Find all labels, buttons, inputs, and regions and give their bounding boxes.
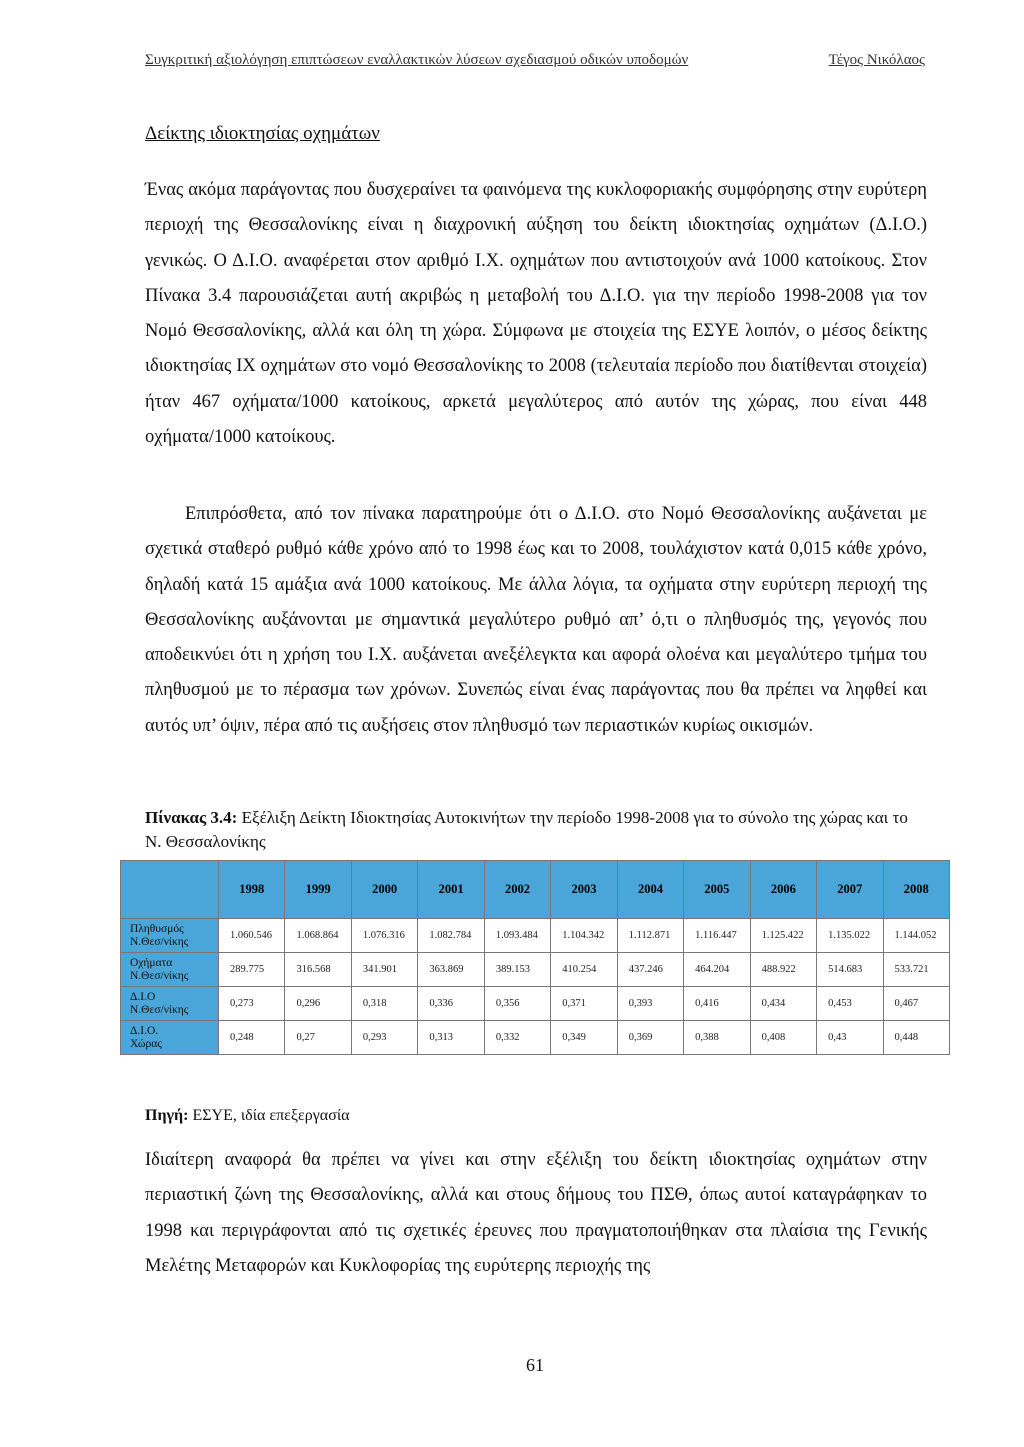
year-header: 1998 bbox=[219, 861, 285, 919]
year-header: 2001 bbox=[418, 861, 484, 919]
table-cell: 437.246 bbox=[617, 953, 683, 987]
table-cell: 0,434 bbox=[750, 987, 816, 1021]
table-cell: 1.068.864 bbox=[285, 919, 351, 953]
row-label-line1: Πληθυσμός bbox=[130, 922, 184, 935]
table-caption-text: Εξέλιξη Δείκτη Ιδιοκτησίας Αυτοκινήτων την περίοδο 1998-2008 για το σύνολο της χώρας και το Ν. Θεσσαλονίκης bbox=[145, 808, 908, 851]
table-cell: 341.901 bbox=[351, 953, 417, 987]
year-header: 2007 bbox=[817, 861, 883, 919]
running-header-title: Συγκριτική αξιολόγηση επιπτώσεων εναλλακτικών λύσεων σχεδιασμού οδικών υποδομών bbox=[145, 52, 689, 68]
table-cell: 0,43 bbox=[817, 1021, 883, 1055]
table-cell: 0,296 bbox=[285, 987, 351, 1021]
section-heading: Δείκτης ιδιοκτησίας οχημάτων bbox=[145, 123, 380, 144]
table-cell: 0,313 bbox=[418, 1021, 484, 1055]
table-cell: 533.721 bbox=[883, 953, 949, 987]
table-cell: 0,467 bbox=[883, 987, 949, 1021]
running-header bbox=[145, 52, 925, 69]
table-cell: 1.125.422 bbox=[750, 919, 816, 953]
table-cell: 316.568 bbox=[285, 953, 351, 987]
table-cell: 514.683 bbox=[817, 953, 883, 987]
row-label bbox=[121, 919, 219, 953]
row-label-line2: Χώρας bbox=[130, 1037, 162, 1050]
page-number: 61 bbox=[526, 1355, 544, 1375]
table-cell: 0,371 bbox=[551, 987, 617, 1021]
year-header: 2004 bbox=[617, 861, 683, 919]
table-cell: 464.204 bbox=[684, 953, 750, 987]
year-header: 2000 bbox=[351, 861, 417, 919]
table-cell: 1.093.484 bbox=[484, 919, 550, 953]
table-cell: 1.082.784 bbox=[418, 919, 484, 953]
table-cell: 1.060.546 bbox=[219, 919, 285, 953]
table-cell: 0,393 bbox=[617, 987, 683, 1021]
table-cell: 1.112.871 bbox=[617, 919, 683, 953]
table-header-row bbox=[121, 861, 950, 919]
table-cell: 1.076.316 bbox=[351, 919, 417, 953]
table-cell: 0,318 bbox=[351, 987, 417, 1021]
table-cell: 0,248 bbox=[219, 1021, 285, 1055]
table-cell: 0,332 bbox=[484, 1021, 550, 1055]
table-cell: 488.922 bbox=[750, 953, 816, 987]
table-caption bbox=[145, 806, 927, 854]
table-cell: 363.869 bbox=[418, 953, 484, 987]
year-header: 2003 bbox=[551, 861, 617, 919]
table-row bbox=[121, 919, 950, 953]
table-cell: 0,349 bbox=[551, 1021, 617, 1055]
year-header: 2006 bbox=[750, 861, 816, 919]
year-header: 2002 bbox=[484, 861, 550, 919]
table-cell: 0,416 bbox=[684, 987, 750, 1021]
paragraph-intro: Ένας ακόμα παράγοντας που δυσχεραίνει τα φαινόμενα της κυκλοφοριακής συμφόρησης στην ευρύτερη περιοχή της Θεσσαλονίκης είναι η διαχρονική αύξηση του δείκτη ιδιοκτησίας οχημάτων (Δ.Ι.Ο.) γενικώς. Ο Δ.Ι.Ο. αναφέρεται στον αριθμό Ι.Χ. οχημάτων που αντιστοιχούν ανά 1000 κατοίκους. Στον Πίνακα 3.4 παρουσιάζεται αυτή ακριβώς η μεταβολή του Δ.Ι.Ο. για την περίοδο 1998-2008 για τον Νομό Θεσσαλονίκης, αλλά και όλη τη χώρα. Σύμφωνα με στοιχεία της ΕΣΥΕ λοιπόν, ο μέσος δείκτης ιδιοκτησίας ΙΧ οχημάτων στο νομό Θεσσαλονίκης το 2008 (τελευταία περίοδο που διατίθενται στοιχεία) ήταν 467 οχήματα/1000 κατοίκους, αρκετά μεγαλύτερος από αυτόν της χώρας, που είναι 448 οχήματα/1000 κατοίκους. bbox=[145, 180, 927, 448]
table-cell: 0,336 bbox=[418, 987, 484, 1021]
ownership-index-table bbox=[120, 860, 950, 1055]
paragraph-trend: Επιπρόσθετα, από τον πίνακα παρατηρούμε ότι ο Δ.Ι.Ο. στο Νομό Θεσσαλονίκης αυξάνεται με σχετικά σταθερό ρυθμό κάθε χρόνο από το 1998 έως και το 2008, τουλάχιστον κατά 0,015 κάθε χρόνο, δηλαδή κατά 15 αμάξια ανά 1000 κατοίκους. Με άλλα λόγια, τα οχήματα στην ευρύτερη περιοχή της Θεσσαλονίκης αυξάνονται με σημαντικά μεγαλύτερο ρυθμό απ’ ό,τι ο πληθυσμός της, γεγονός που αποδεικνύει ότι η χρήση του Ι.Χ. αυξάνεται ανεξέλεγκτα και αφορά ολοένα και μεγαλύτερο τμήμα του πληθυσμού με το πέρασμα των χρόνων. Συνεπώς είναι ένας παράγοντας που θα πρέπει να ληφθεί και αυτός υπ’ όψιν, πέρα από τις αυξήσεις στον πληθυσμό των περιαστικών κυρίως οικισμών. bbox=[145, 504, 927, 736]
row-label bbox=[121, 1021, 219, 1055]
table-source bbox=[145, 1107, 350, 1125]
year-header: 2005 bbox=[684, 861, 750, 919]
table-cell: 0,388 bbox=[684, 1021, 750, 1055]
table-source-text: ΕΣΥΕ, ιδία επεξεργασία bbox=[188, 1107, 350, 1124]
row-label-line2: Ν.Θεσ/νίκης bbox=[130, 1003, 189, 1016]
table-cell: 1.116.447 bbox=[684, 919, 750, 953]
table-cell: 0,293 bbox=[351, 1021, 417, 1055]
table-cell: 0,369 bbox=[617, 1021, 683, 1055]
year-header: 2008 bbox=[883, 861, 949, 919]
table-cell: 410.254 bbox=[551, 953, 617, 987]
table-cell: 0,273 bbox=[219, 987, 285, 1021]
table-caption-label: Πίνακας 3.4: bbox=[145, 808, 238, 827]
table-cell: 1.135.022 bbox=[817, 919, 883, 953]
table-cell: 0,27 bbox=[285, 1021, 351, 1055]
row-label-line2: Ν.Θεσ/νίκης bbox=[130, 969, 189, 982]
table-cell: 389.153 bbox=[484, 953, 550, 987]
row-label bbox=[121, 987, 219, 1021]
table-cell: 0,448 bbox=[883, 1021, 949, 1055]
table-cell: 0,453 bbox=[817, 987, 883, 1021]
table-cell: 289.775 bbox=[219, 953, 285, 987]
table-cell: 1.144.052 bbox=[883, 919, 949, 953]
table-source-label: Πηγή: bbox=[145, 1107, 189, 1124]
table-row bbox=[121, 953, 950, 987]
table-cell: 0,408 bbox=[750, 1021, 816, 1055]
running-header-author: Τέγος Νικόλαος bbox=[828, 52, 925, 68]
year-header: 1999 bbox=[285, 861, 351, 919]
row-label-line1: Οχήματα bbox=[130, 956, 173, 969]
table-cell: 0,356 bbox=[484, 987, 550, 1021]
table-cell: 1.104.342 bbox=[551, 919, 617, 953]
row-label-line1: Δ.Ι.Ο. bbox=[130, 1024, 159, 1037]
table-corner-cell bbox=[121, 861, 219, 919]
row-label-line1: Δ.Ι.Ο bbox=[130, 990, 156, 1003]
table-row bbox=[121, 987, 950, 1021]
table-row bbox=[121, 1021, 950, 1055]
row-label-line2: Ν.Θεσ/νίκης bbox=[130, 935, 189, 948]
paragraph-suburban: Ιδιαίτερη αναφορά θα πρέπει να γίνει και στην εξέλιξη του δείκτη ιδιοκτησίας οχημάτων στην περιαστική ζώνη της Θεσσαλονίκης, αλλά και στους δήμους του ΠΣΘ, όπως αυτοί καταγράφηκαν το 1998 και περιγράφονται από τις σχετικές έρευνες που πραγματοποιήθηκαν στα πλαίσια της Γενικής Μελέτης Μεταφορών και Κυκλοφορίας της ευρύτερης περιοχής της bbox=[145, 1150, 927, 1276]
row-label bbox=[121, 953, 219, 987]
